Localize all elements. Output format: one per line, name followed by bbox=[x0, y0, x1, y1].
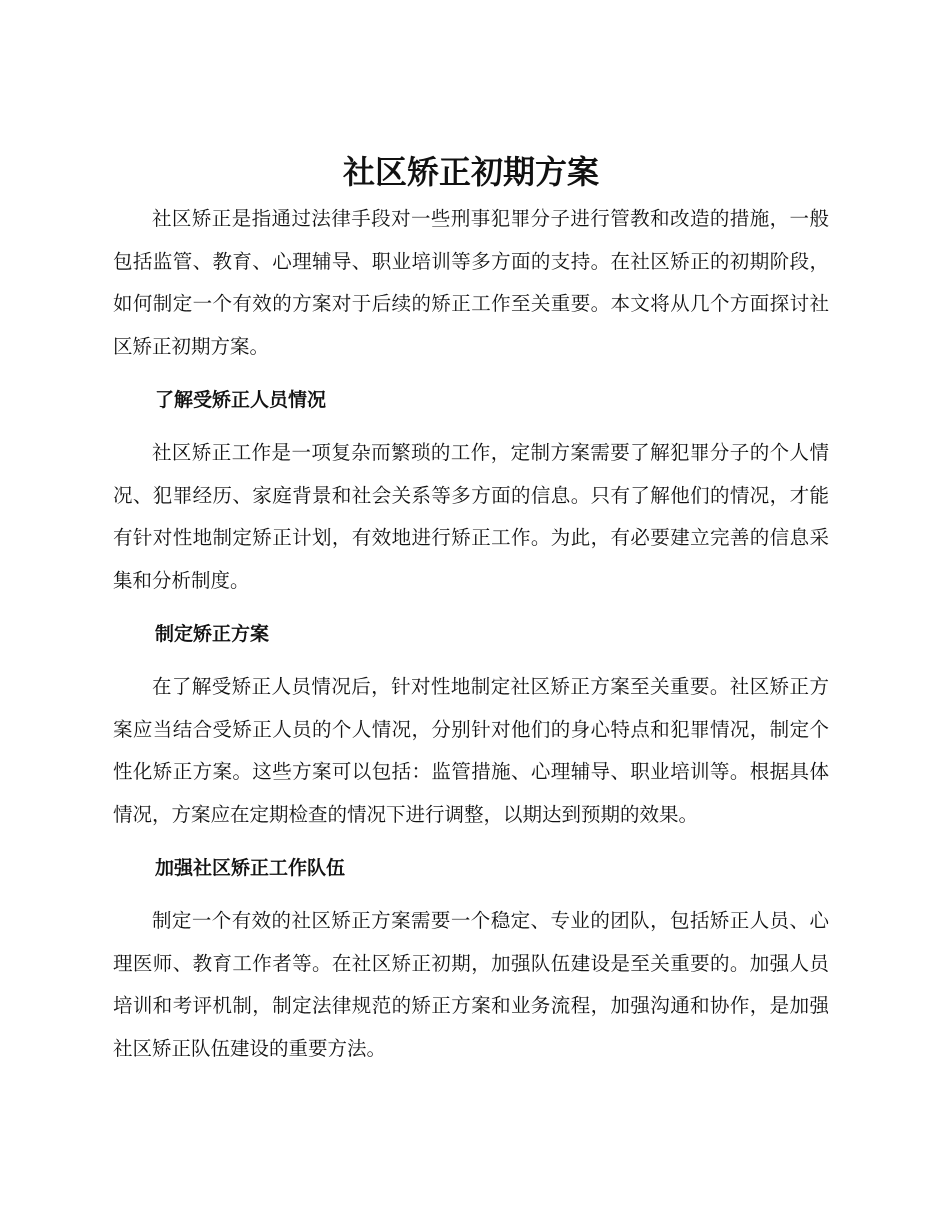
section-heading-understand: 了解受矫正人员情况 bbox=[155, 389, 327, 411]
intro-paragraph: 社区矫正是指通过法律手段对一些刑事犯罪分子进行管教和改造的措施，一般包括监管、教育、心理辅导、职业培训等多方面的支持。在社区矫正的初期阶段，如何制定一个有效的方案对于后续的矫正工作至关重要。本文将从几个方面探讨社区矫正初期方案。 bbox=[113, 207, 829, 358]
section-body-plan: 在了解受矫正人员情况后，针对性地制定社区矫正方案至关重要。社区矫正方案应当结合受矫正人员的个人情况，分别针对他们的身心特点和犯罪情况，制定个性化矫正方案。这些方案可以包括：监管措施、心理辅导、职业培训等。根据具体情况，方案应在定期检查的情况下进行调整，以期达到预期的效果。 bbox=[113, 675, 829, 826]
section-heading-plan: 制定矫正方案 bbox=[155, 623, 270, 645]
document-title: 社区矫正初期方案 bbox=[342, 153, 599, 191]
section-body-team: 制定一个有效的社区矫正方案需要一个稳定、专业的团队，包括矫正人员、心理医师、教育工作者等。在社区矫正初期，加强队伍建设是至关重要的。加强人员培训和考评机制，制定法律规范的矫正方案和业务流程，加强沟通和协作，是加强社区矫正队伍建设的重要方法。 bbox=[113, 909, 829, 1060]
section-body-understand: 社区矫正工作是一项复杂而繁琐的工作，定制方案需要了解犯罪分子的个人情况、犯罪经历、家庭背景和社会关系等多方面的信息。只有了解他们的情况，才能有针对性地制定矫正计划，有效地进行矫正工作。为此，有必要建立完善的信息采集和分析制度。 bbox=[113, 441, 829, 592]
section-heading-team: 加强社区矫正工作队伍 bbox=[155, 857, 346, 879]
document-page bbox=[113, 148, 829, 1070]
